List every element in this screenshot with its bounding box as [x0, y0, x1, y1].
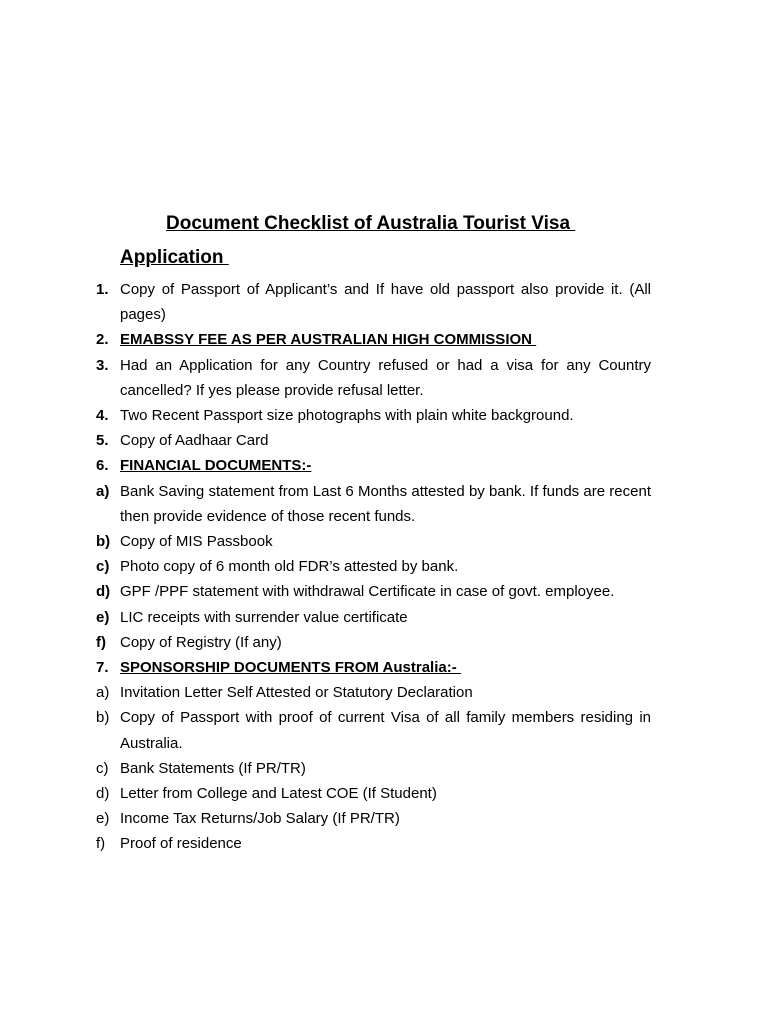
item-text: Copy of MIS Passbook — [120, 533, 273, 551]
financial-item-c — [96, 554, 651, 579]
section-heading-financial: FINANCIAL DOCUMENTS:- — [120, 457, 312, 475]
item-text: Income Tax Returns/Job Salary (If PR/TR) — [120, 810, 400, 828]
item-marker: c) — [96, 558, 110, 576]
item-text: LIC receipts with surrender value certificate — [120, 608, 408, 626]
item-marker: b) — [96, 533, 111, 551]
item-text: Had an Application for any Country refused or had a visa for any Country cancelled? If yes please provide refusal letter. — [120, 356, 651, 399]
item-text: GPF /PPF statement with withdrawal Certificate in case of govt. employee. — [120, 583, 615, 601]
item-text: Bank Saving statement from Last 6 Months attested by bank. If funds are recent then provide evidence of those recent funds. — [120, 482, 651, 525]
item-marker: e) — [96, 608, 110, 626]
item-marker: a) — [96, 482, 110, 500]
item-marker: 1. — [96, 281, 109, 298]
checklist-item-6 — [96, 453, 651, 478]
sponsorship-item-b — [96, 705, 651, 755]
item-marker: 5. — [96, 432, 109, 450]
item-marker: f) — [96, 633, 106, 651]
item-text: Copy of Registry (If any) — [120, 633, 282, 651]
item-heading: EMABSSY FEE AS PER AUSTRALIAN HIGH COMMISSION — [120, 331, 537, 349]
sponsorship-item-d — [96, 781, 651, 806]
financial-item-f — [96, 630, 651, 655]
checklist-item-3 — [96, 353, 651, 403]
item-marker: f) — [96, 835, 106, 853]
sponsorship-item-e — [96, 806, 651, 831]
item-marker: a) — [96, 684, 110, 702]
checklist-item-2 — [96, 327, 651, 352]
item-marker: 6. — [96, 457, 109, 475]
checklist-item-4 — [96, 403, 651, 428]
checklist — [96, 277, 651, 857]
financial-item-b — [96, 529, 651, 554]
item-marker: b) — [96, 709, 110, 727]
document-title-line-2: Application — [120, 247, 229, 268]
item-text: Copy of Passport with proof of current Visa of all family members residing in Australia. — [120, 709, 651, 752]
item-text: Letter from College and Latest COE (If Student) — [120, 785, 437, 803]
item-marker: 7. — [96, 659, 109, 677]
item-marker: d) — [96, 785, 110, 803]
financial-item-d — [96, 579, 651, 604]
section-heading-sponsorship: SPONSORSHIP DOCUMENTS FROM Australia:- — [120, 659, 461, 677]
item-marker: 3. — [96, 356, 109, 374]
item-text: Two Recent Passport size photographs with plain white background. — [120, 407, 574, 425]
checklist-item-7 — [96, 655, 651, 680]
sponsorship-item-a — [96, 680, 651, 705]
item-marker: e) — [96, 810, 110, 828]
item-marker: c) — [96, 759, 109, 777]
item-text: Copy of Passport of Applicant’s and If have old passport also provide it. (All pages) — [120, 281, 651, 324]
item-text: Proof of residence — [120, 835, 242, 853]
sponsorship-item-c — [96, 756, 651, 781]
financial-item-e — [96, 605, 651, 630]
sponsorship-item-f — [96, 831, 651, 856]
financial-item-a — [96, 479, 651, 529]
checklist-item-1 — [96, 277, 651, 327]
item-text: Copy of Aadhaar Card — [120, 432, 269, 450]
item-marker: d) — [96, 583, 111, 601]
checklist-item-5 — [96, 428, 651, 453]
item-text: Invitation Letter Self Attested or Statutory Declaration — [120, 684, 473, 702]
item-text: Photo copy of 6 month old FDR’s attested by bank. — [120, 558, 459, 576]
item-marker: 4. — [96, 407, 109, 425]
item-text: Bank Statements (If PR/TR) — [120, 759, 306, 777]
item-marker: 2. — [96, 331, 109, 349]
document-title-line-1: Document Checklist of Australia Tourist Visa — [166, 213, 576, 234]
